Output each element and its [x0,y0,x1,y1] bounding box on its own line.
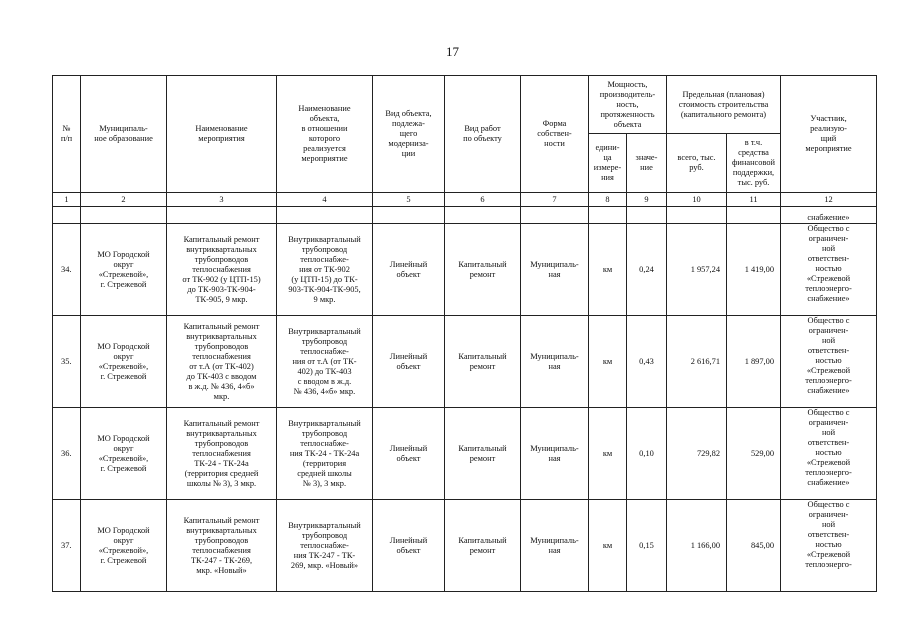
municipality-cell: МО Городской округ «Стрежевой», г. Стрежевой [81,224,167,316]
empty-cell [277,207,373,224]
cost-total-cell: 2 616,71 [667,316,727,408]
header-unit: едини- ца измере- ния [589,134,627,193]
column-number: 7 [521,193,589,207]
municipality-cell: МО Городской округ «Стрежевой», г. Стрежевой [81,316,167,408]
header-measure-name: Наименование мероприятия [167,76,277,193]
ownership-cell: Муниципаль- ная [521,500,589,592]
unit-cell: км [589,408,627,500]
participant-cell: Общество с ограничен- ной ответствен- ностью «Стрежевой теплоэнерго- снабжение» [781,408,877,500]
measure-name-cell: Капитальный ремонт внутриквартальных трубопроводов теплоснабжения ТК-247 - ТК-269, мкр. «Новый» [167,500,277,592]
row-number: 36. [53,408,81,500]
header-capacity: Мощность, производитель- ность, протяженность объекта [589,76,667,134]
object-type-cell: Линейный объект [373,408,445,500]
municipality-cell: МО Городской округ «Стрежевой», г. Стрежевой [81,500,167,592]
municipality-cell: МО Городской округ «Стрежевой», г. Стрежевой [81,408,167,500]
measure-name-cell: Капитальный ремонт внутриквартальных трубопроводов теплоснабжения от ТК-902 (у ЦТП-15) до ТК-903-ТК-904- ТК-905, 9 мкр. [167,224,277,316]
value-cell: 0,24 [627,224,667,316]
object-name-cell: Внутриквартальный трубопровод теплоснабже- ния от т.А (от ТК- 402) до ТК-403 с вводом в ж.д. № 436, 4«б» мкр. [277,316,373,408]
investment-table [52,75,877,592]
value-cell: 0,43 [627,316,667,408]
column-number: 6 [445,193,521,207]
object-type-cell: Линейный объект [373,316,445,408]
participant-cell: Общество с ограничен- ной ответствен- ностью «Стрежевой теплоэнерго- [781,500,877,592]
object-name-cell: Внутриквартальный трубопровод теплоснабже- ния ТК-247 - ТК- 269, мкр. «Новый» [277,500,373,592]
empty-cell [667,207,727,224]
header-cost-total: всего, тыс. руб. [667,134,727,193]
header-object-type: Вид объекта, подлежа- щего модерниза- ции [373,76,445,193]
empty-cell [167,207,277,224]
unit-cell: км [589,500,627,592]
unit-cell: км [589,224,627,316]
unit-cell: км [589,316,627,408]
ownership-cell: Муниципаль- ная [521,224,589,316]
column-number: 10 [667,193,727,207]
empty-cell [53,207,81,224]
column-number: 11 [727,193,781,207]
page-number: 17 [446,44,459,59]
column-number: 5 [373,193,445,207]
column-number: 12 [781,193,877,207]
value-cell: 0,15 [627,500,667,592]
empty-cell [589,207,627,224]
header-work-type: Вид работ по объекту [445,76,521,193]
header-cost: Предельная (плановая) стоимость строительства (капитального ремонта) [667,76,781,134]
header-municipality: Муниципаль- ное образование [81,76,167,193]
column-number: 8 [589,193,627,207]
empty-cell [373,207,445,224]
cost-total-cell: 1 957,24 [667,224,727,316]
header-cost-support: в т.ч. средства финансовой поддержки, тыс. руб. [727,134,781,193]
participant-cell: Общество с ограничен- ной ответствен- ностью «Стрежевой теплоэнерго- снабжение» [781,224,877,316]
object-name-cell: Внутриквартальный трубопровод теплоснабже- ния от ТК-902 (у ЦТП-15) до ТК- 903-ТК-904-ТК-905, 9 мкр. [277,224,373,316]
empty-cell [521,207,589,224]
header-object-name: Наименование объекта, в отношении которого реализуется мероприятие [277,76,373,193]
work-type-cell: Капитальный ремонт [445,224,521,316]
column-number-row [53,193,877,207]
ownership-cell: Муниципаль- ная [521,408,589,500]
header-participant: Участник, реализую- щий мероприятие [781,76,877,193]
continuation-row [53,207,877,224]
header-no: № п/п [53,76,81,193]
empty-cell [445,207,521,224]
column-number: 2 [81,193,167,207]
table-body [53,193,877,592]
cost-total-cell: 1 166,00 [667,500,727,592]
empty-cell [81,207,167,224]
row-number: 37. [53,500,81,592]
column-number: 9 [627,193,667,207]
table-row [53,408,877,500]
header-value: значе- ние [627,134,667,193]
column-number: 3 [167,193,277,207]
column-number: 4 [277,193,373,207]
work-type-cell: Капитальный ремонт [445,316,521,408]
object-name-cell: Внутриквартальный трубопровод теплоснабже- ния ТК-24 - ТК-24а (территория средней школы № 3), 3 мкр. [277,408,373,500]
measure-name-cell: Капитальный ремонт внутриквартальных трубопроводов теплоснабжения от т.А (от ТК-402) до ТК-403 с вводом в ж.д. № 436, 4«б» мкр. [167,316,277,408]
cost-support-cell: 529,00 [727,408,781,500]
empty-cell [727,207,781,224]
object-type-cell: Линейный объект [373,224,445,316]
object-type-cell: Линейный объект [373,500,445,592]
ownership-cell: Муниципаль- ная [521,316,589,408]
column-number: 1 [53,193,81,207]
cost-total-cell: 729,82 [667,408,727,500]
participant-cell: Общество с ограничен- ной ответствен- ностью «Стрежевой теплоэнерго- снабжение» [781,316,877,408]
work-type-cell: Капитальный ремонт [445,500,521,592]
cost-support-cell: 1 419,00 [727,224,781,316]
cost-support-cell: 1 897,00 [727,316,781,408]
table-row [53,500,877,592]
work-type-cell: Капитальный ремонт [445,408,521,500]
measure-name-cell: Капитальный ремонт внутриквартальных трубопроводов теплоснабжения ТК-24 - ТК-24а (территория средней школы № 3), 3 мкр. [167,408,277,500]
table-row [53,224,877,316]
table-row [53,316,877,408]
empty-cell [627,207,667,224]
value-cell: 0,10 [627,408,667,500]
row-number: 34. [53,224,81,316]
header-ownership: Форма собствен- ности [521,76,589,193]
cost-support-cell: 845,00 [727,500,781,592]
row-number: 35. [53,316,81,408]
continuation-text: снабжение» [781,207,877,224]
